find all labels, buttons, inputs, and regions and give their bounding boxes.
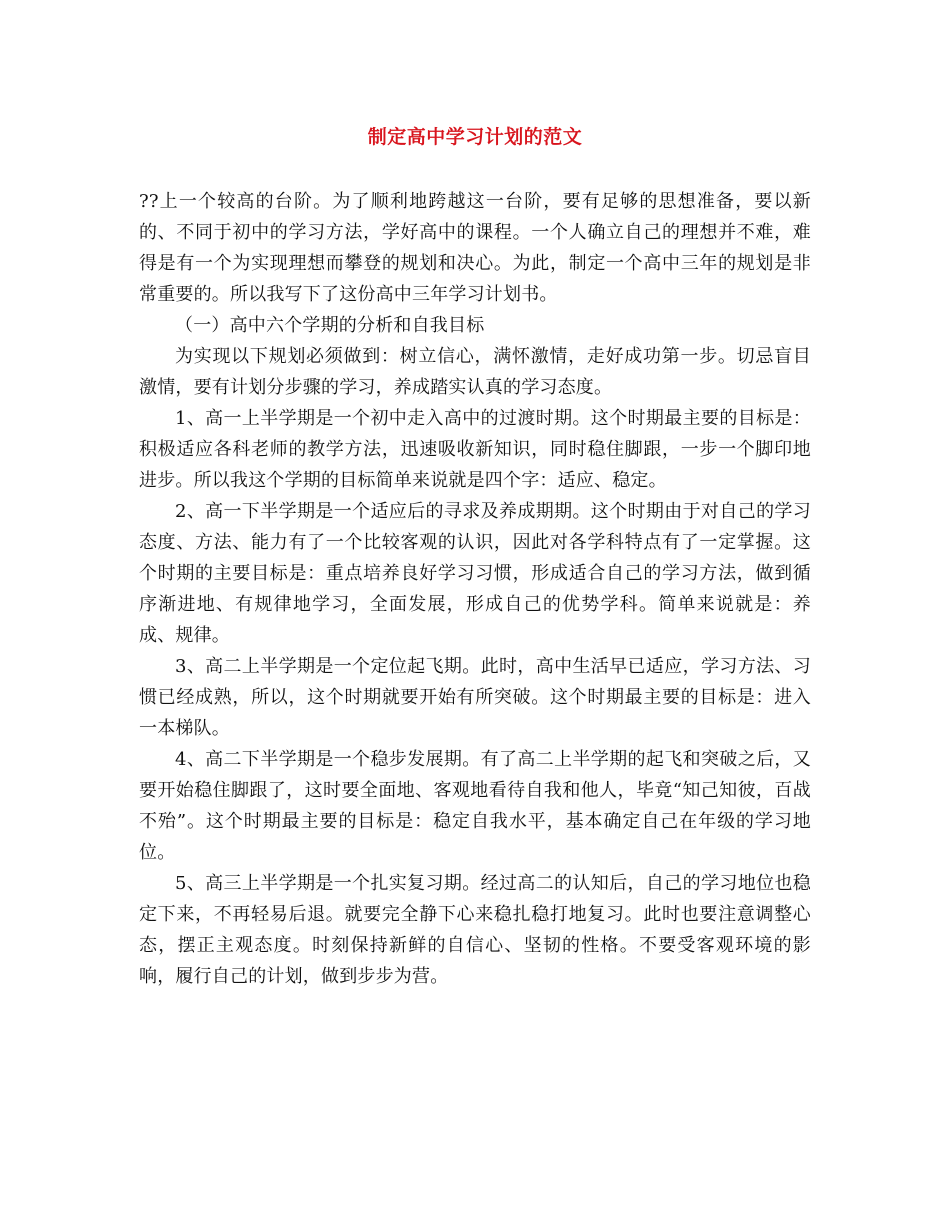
document-title: 制定高中学习计划的范文 <box>367 126 583 148</box>
document-page <box>139 0 811 1230</box>
paragraph-section-heading: （一）高中六个学期的分析和自我目标 <box>175 315 485 336</box>
paragraph-intro: ??上一个较高的台阶。为了顺利地跨越这一台阶，要有足够的思想准备，要以新的、不同于初中的学习方法，学好高中的课程。一个人确立自己的理想并不难，难得是有一个为实现理想而攀登的规划和决心。为此，制定一个高中三年的规划是非常重要的。所以我写下了这份高中三年学习计划书。 <box>139 191 811 305</box>
paragraph-term-1: 1、高一上半学期是一个初中走入高中的过渡时期。这个时期最主要的目标是：积极适应各科老师的教学方法，迅速吸收新知识，同时稳住脚跟，一步一个脚印地进步。所以我这个学期的目标简单来说就是四个字：适应、稳定。 <box>139 408 811 491</box>
paragraph-term-5: 5、高三上半学期是一个扎实复习期。经过高二的认知后，自己的学习地位也稳定下来，不再轻易后退。就要完全静下心来稳扎稳打地复习。此时也要注意调整心态，摆正主观态度。时刻保持新鲜的自信心、坚韧的性格。不要受客观环境的影响，履行自己的计划，做到步步为营。 <box>139 873 811 987</box>
document-body <box>139 186 811 992</box>
paragraph-term-3: 3、高二上半学期是一个定位起飞期。此时，高中生活早已适应，学习方法、习惯已经成熟，所以，这个时期就要开始有所突破。这个时期最主要的目标是：进入一本梯队。 <box>139 656 811 739</box>
paragraph-term-4: 4、高二下半学期是一个稳步发展期。有了高二上半学期的起飞和突破之后，又要开始稳住脚跟了，这时要全面地、客观地看待自我和他人，毕竟“知己知彼，百战不殆”。这个时期最主要的目标是：稳定自我水平，基本确定自己在年级的学习地位。 <box>139 749 811 863</box>
paragraph-term-2: 2、高一下半学期是一个适应后的寻求及养成期期。这个时期由于对自己的学习态度、方法、能力有了一个比较客观的认识，因此对各学科特点有了一定掌握。这个时期的主要目标是：重点培养良好学习习惯，形成适合自己的学习方法，做到循序渐进地、有规律地学习，全面发展，形成自己的优势学科。简单来说就是：养成、规律。 <box>139 501 811 646</box>
paragraph-requirements: 为实现以下规划必须做到：树立信心，满怀激情，走好成功第一步。切忌盲目激情，要有计划分步骤的学习，养成踏实认真的学习态度。 <box>139 346 811 398</box>
